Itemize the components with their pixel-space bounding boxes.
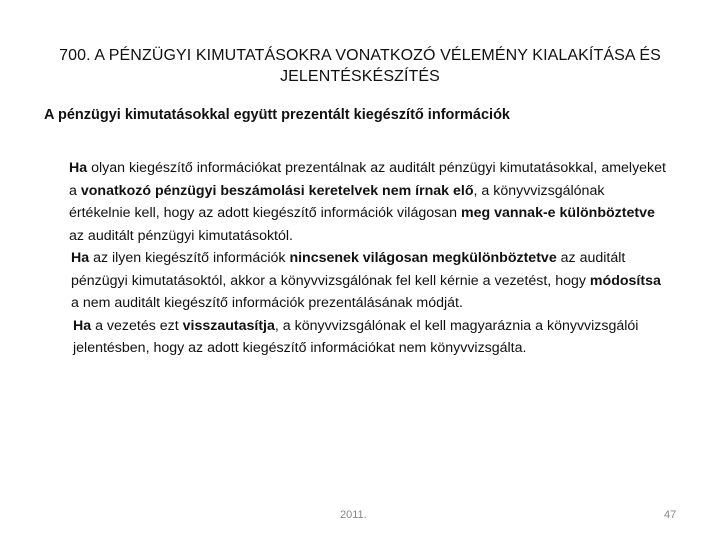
- slide-title: [40, 45, 680, 87]
- para1-bold-megkulonboztetve: meg vannak-e különböztetve: [460, 205, 655, 221]
- body-text: [69, 157, 669, 360]
- page-number: 47: [664, 509, 677, 521]
- footer-date: 2011.: [340, 509, 367, 521]
- paragraph-3: [69, 315, 669, 360]
- para1-text-a: olyan kiegészítő információkat prezentálnak az auditált pénzügyi kimutatásokkal, amelyeket a: [69, 160, 666, 199]
- para1-text-c: az auditált pénzügyi kimutatásoktól.: [69, 227, 293, 244]
- para2-text-b: az auditált pénzügyi kimutatásoktól, akkor a könyvvizsgálónak fel kell kérnie a vezetést, hogy: [71, 250, 626, 289]
- para2-bold-nincsenek: nincsenek világosan megkülönböztetve: [289, 250, 557, 266]
- section-subheading: A pénzügyi kimutatásokkal együtt prezentált kiegészítő információk: [44, 107, 510, 123]
- para3-text-a: a vezetés ezt: [91, 317, 183, 334]
- para3-ha: Ha: [73, 317, 92, 334]
- para1-ha: Ha: [69, 160, 88, 176]
- para2-text-a: az ilyen kiegészítő információk: [89, 250, 290, 266]
- para2-ha: Ha: [71, 250, 90, 266]
- paragraph-1: [69, 157, 669, 247]
- para1-text-b: , a könyvvizsgálónak értékelnie kell, hogy az adott kiegészítő információk világosan: [69, 182, 605, 221]
- para3-text-b: , a könyvvizsgálónak el kell magyaráznia a könyvvizsgálói jelentésben, hogy az adott kiegészítő információkat nem könyvvizsgálta.: [73, 317, 639, 356]
- para2-bold-modositsa: módosítsa: [589, 272, 661, 289]
- para2-text-c: a nem auditált kiegészítő információk prezentálásának módját.: [71, 295, 463, 311]
- para3-bold-visszautasitja: visszautasítja: [182, 317, 275, 334]
- para1-bold-keretelvek: vonatkozó pénzügyi beszámolási keretelvek nem írnak elő: [80, 182, 474, 199]
- slide-title-line2: JELENTÉSKÉSZÍTÉS: [280, 68, 440, 85]
- paragraph-2: [69, 247, 669, 315]
- slide-title-line1: 700. A PÉNZÜGYI KIMUTATÁSOKRA VONATKOZÓ VÉLEMÉNY KIALAKÍTÁSA ÉS: [59, 47, 661, 64]
